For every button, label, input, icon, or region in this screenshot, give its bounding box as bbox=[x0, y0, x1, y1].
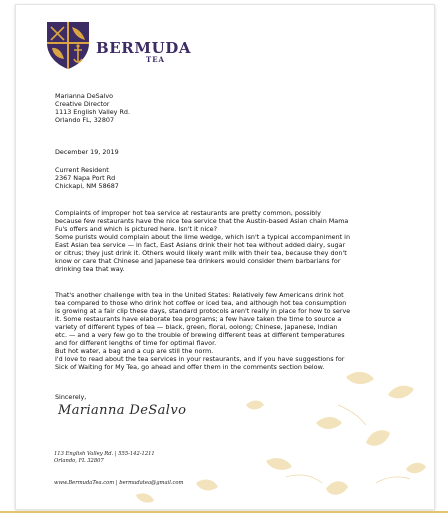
letter-date: December 19, 2019 bbox=[55, 148, 119, 156]
body-line: is growing at a fair clip these days, standard protocols aren't really in place for how to serve bbox=[55, 307, 351, 315]
body-line: drinking tea that way. bbox=[55, 265, 125, 273]
recipient-city: Chickapi, NM 58687 bbox=[55, 182, 119, 190]
tea-leaves-decoration-icon bbox=[16, 365, 434, 509]
body-paragraph-1 bbox=[55, 209, 411, 273]
brand-name: BERMUDA bbox=[96, 39, 192, 57]
body-line: Complaints of improper hot tea service at restaurants are pretty common, possibly bbox=[55, 209, 321, 217]
bermuda-tea-crest-icon bbox=[43, 19, 93, 71]
body-line: or citrus; they just drink it. Others would likely want milk with their tea, because they don't bbox=[55, 249, 347, 257]
body-line: East Asian tea service — in fact, East Asians drink their hot tea without added dairy, sugar bbox=[55, 241, 346, 249]
brand-wordmark bbox=[96, 41, 191, 64]
sender-street: 1113 English Valley Rd. bbox=[55, 108, 131, 116]
sender-city: Orlando FL, 32807 bbox=[55, 116, 115, 124]
sender-address bbox=[55, 92, 411, 124]
body-paragraph-2 bbox=[55, 291, 411, 371]
body-line: know or care that Chinese and Japanese tea drinkers would consider them barbarians for bbox=[55, 257, 341, 265]
body-line: Sick of Waiting for My Tea, go ahead and offer them in the comments section below. bbox=[55, 363, 325, 371]
letter-page bbox=[15, 4, 435, 510]
recipient-address bbox=[55, 166, 411, 190]
signature: Marianna DeSalvo bbox=[58, 403, 187, 418]
body-line: That's another challenge with tea in the United States: Relatively few Americans drink hot bbox=[55, 291, 344, 299]
body-line: and for different lengths of time for optimal flavor. bbox=[55, 339, 217, 347]
recipient-street: 2367 Napa Port Rd bbox=[55, 174, 116, 182]
body-line: I'd love to read about the tea services in your restaurants, and if you have suggestions for bbox=[55, 355, 345, 363]
bottom-gold-rule bbox=[0, 511, 448, 513]
body-line: etc. — and a very few go to the trouble of brewing different teas at different temperatures bbox=[55, 331, 345, 339]
body-line: Some purists would complain about the lime wedge, which isn't a typical accompaniment in bbox=[55, 233, 351, 241]
body-line: variety of different types of tea — black, green, floral, oolong; Chinese, Japanese, Indian bbox=[55, 323, 338, 331]
brand-sub: TEA bbox=[146, 55, 165, 64]
sender-title: Creative Director bbox=[55, 100, 110, 108]
footer-address-line2: Orlando, FL 32807 bbox=[54, 458, 104, 464]
sender-name: Marianna DeSalvo bbox=[55, 92, 114, 100]
footer-address-line1: 113 English Valley Rd. | 555-142-1211 bbox=[54, 451, 155, 457]
body-line: But hot water, a bag and a cup are still the norm. bbox=[55, 347, 214, 355]
body-line: because few restaurants have the nice tea service that the Austin-based Asian chain Mama bbox=[55, 217, 349, 225]
closing: Sincerely, bbox=[55, 393, 87, 401]
footer-contact: www.BermudaTea.com | bermudatea@gmail.com bbox=[54, 480, 184, 486]
body-line: it. Some restaurants have elaborate tea programs; a few have taken the time to source a bbox=[55, 315, 342, 323]
footer-address bbox=[54, 451, 155, 465]
body-line: tea compared to those who drink hot coffee or iced tea, and although hot tea consumption bbox=[55, 299, 347, 307]
body-line: Fu's offers and which is pictured here. Isn't it nice? bbox=[55, 225, 217, 233]
recipient-name: Current Resident bbox=[55, 166, 109, 174]
